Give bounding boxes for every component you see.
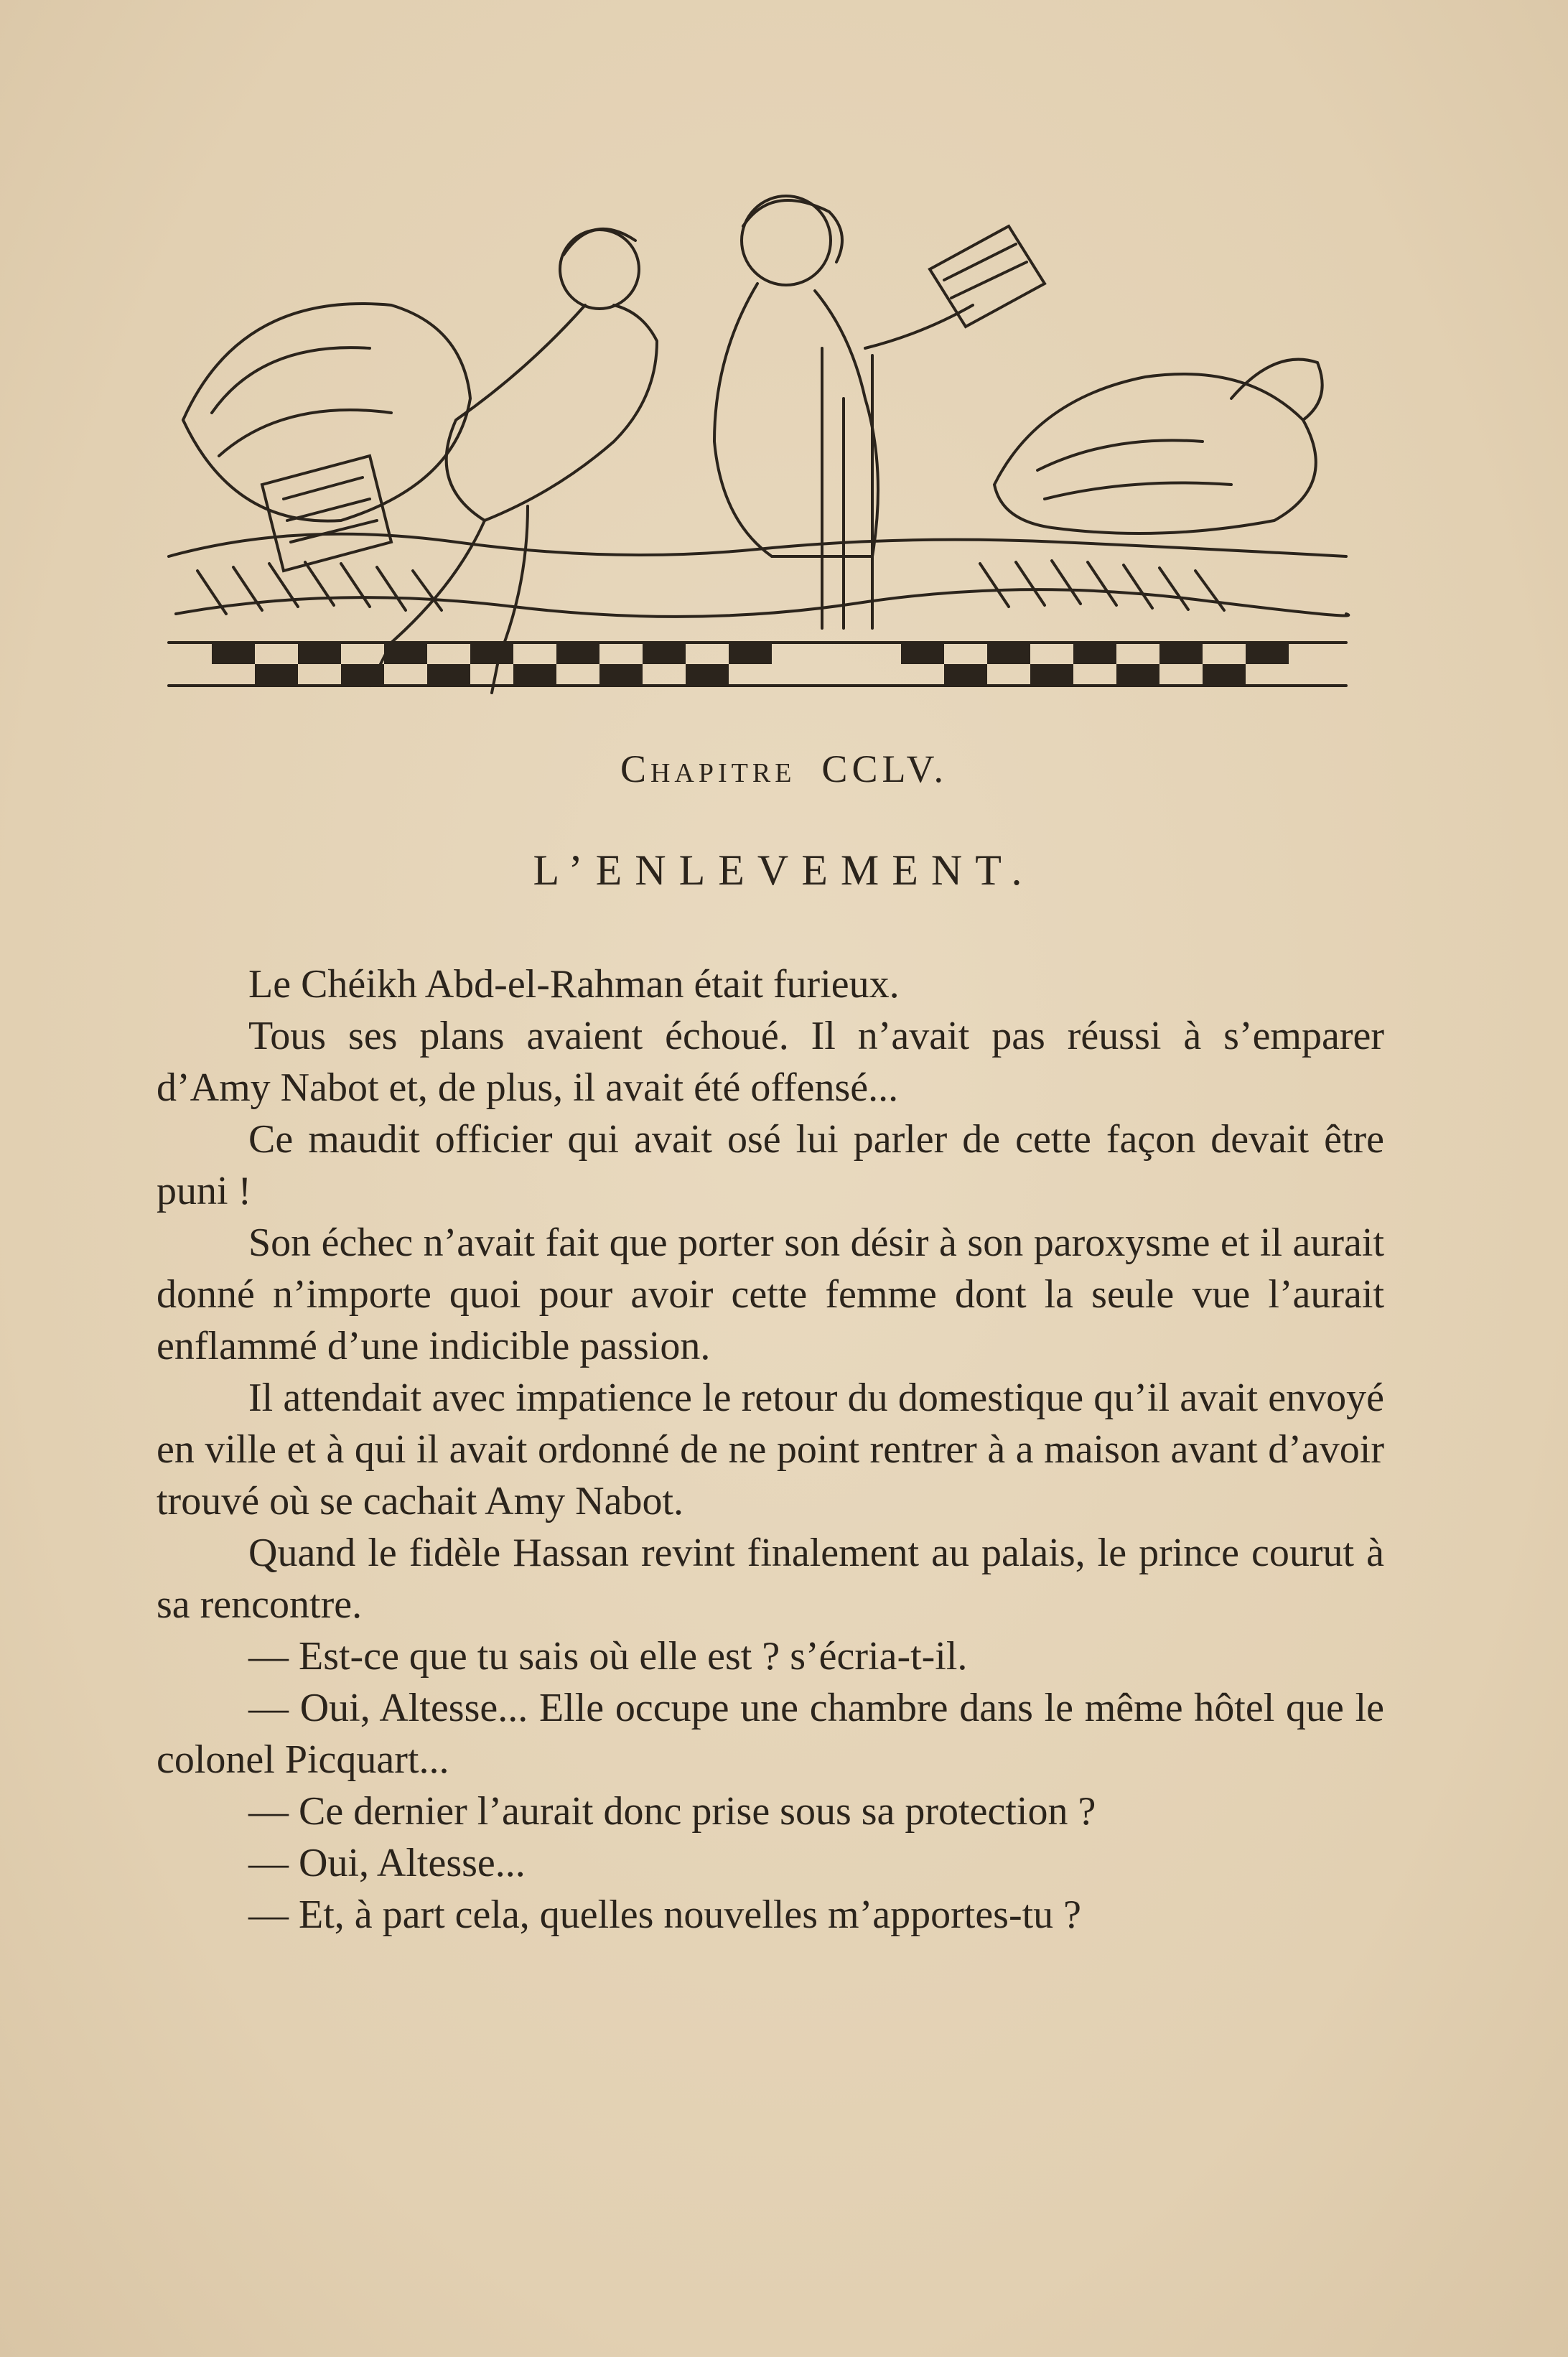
dialogue-line: — Oui, Altesse... bbox=[248, 1841, 526, 1885]
chapter-body bbox=[157, 958, 1384, 1941]
paragraph: Tous ses plans avaient échoué. Il n’avait pas réussi à s’emparer d’Amy Nabot et, de plus, il avait été offensé... bbox=[157, 1014, 1384, 1110]
engraving-two-women-reading-icon bbox=[154, 183, 1361, 736]
dialogue-line: — Oui, Altesse... Elle occupe une chambre dans le même hôtel que le colonel Picquart... bbox=[157, 1686, 1384, 1782]
paragraph: Ce maudit officier qui avait osé lui parler de cette façon devait être puni ! bbox=[157, 1117, 1384, 1213]
dialogue-line: — Est-ce que tu sais où elle est ? s’écria-t-il. bbox=[248, 1634, 968, 1679]
dialogue-line: — Et, à part cela, quelles nouvelles m’apportes-tu ? bbox=[248, 1892, 1082, 1937]
paragraph: Quand le fidèle Hassan revint finalement au palais, le prince courut à sa rencontre. bbox=[157, 1531, 1384, 1627]
chapter-number: CCLV. bbox=[821, 747, 948, 790]
paragraph: Le Chéikh Abd-el-Rahman était furieux. bbox=[248, 962, 900, 1007]
paragraph: Son échec n’avait fait que porter son désir à son paroxysme et il aurait donné n’importe quoi pour avoir cette femme dont la seule vue l’aurait enflammé d’une indicible passion. bbox=[157, 1220, 1384, 1368]
chapter-heading bbox=[0, 747, 1568, 791]
chapter-label: Chapitre bbox=[620, 747, 796, 790]
paragraph: Il attendait avec impatience le retour du domestique qu’il avait envoyé en ville et à qui il avait ordonné de ne point rentrer à a maison avant d’avoir trouvé où se cachait Amy Nabot. bbox=[157, 1376, 1384, 1523]
dialogue-line: — Ce dernier l’aurait donc prise sous sa protection ? bbox=[248, 1789, 1096, 1834]
chapter-title: L’ENLEVEMENT. bbox=[533, 846, 1035, 894]
chapter-vignette bbox=[154, 183, 1361, 736]
